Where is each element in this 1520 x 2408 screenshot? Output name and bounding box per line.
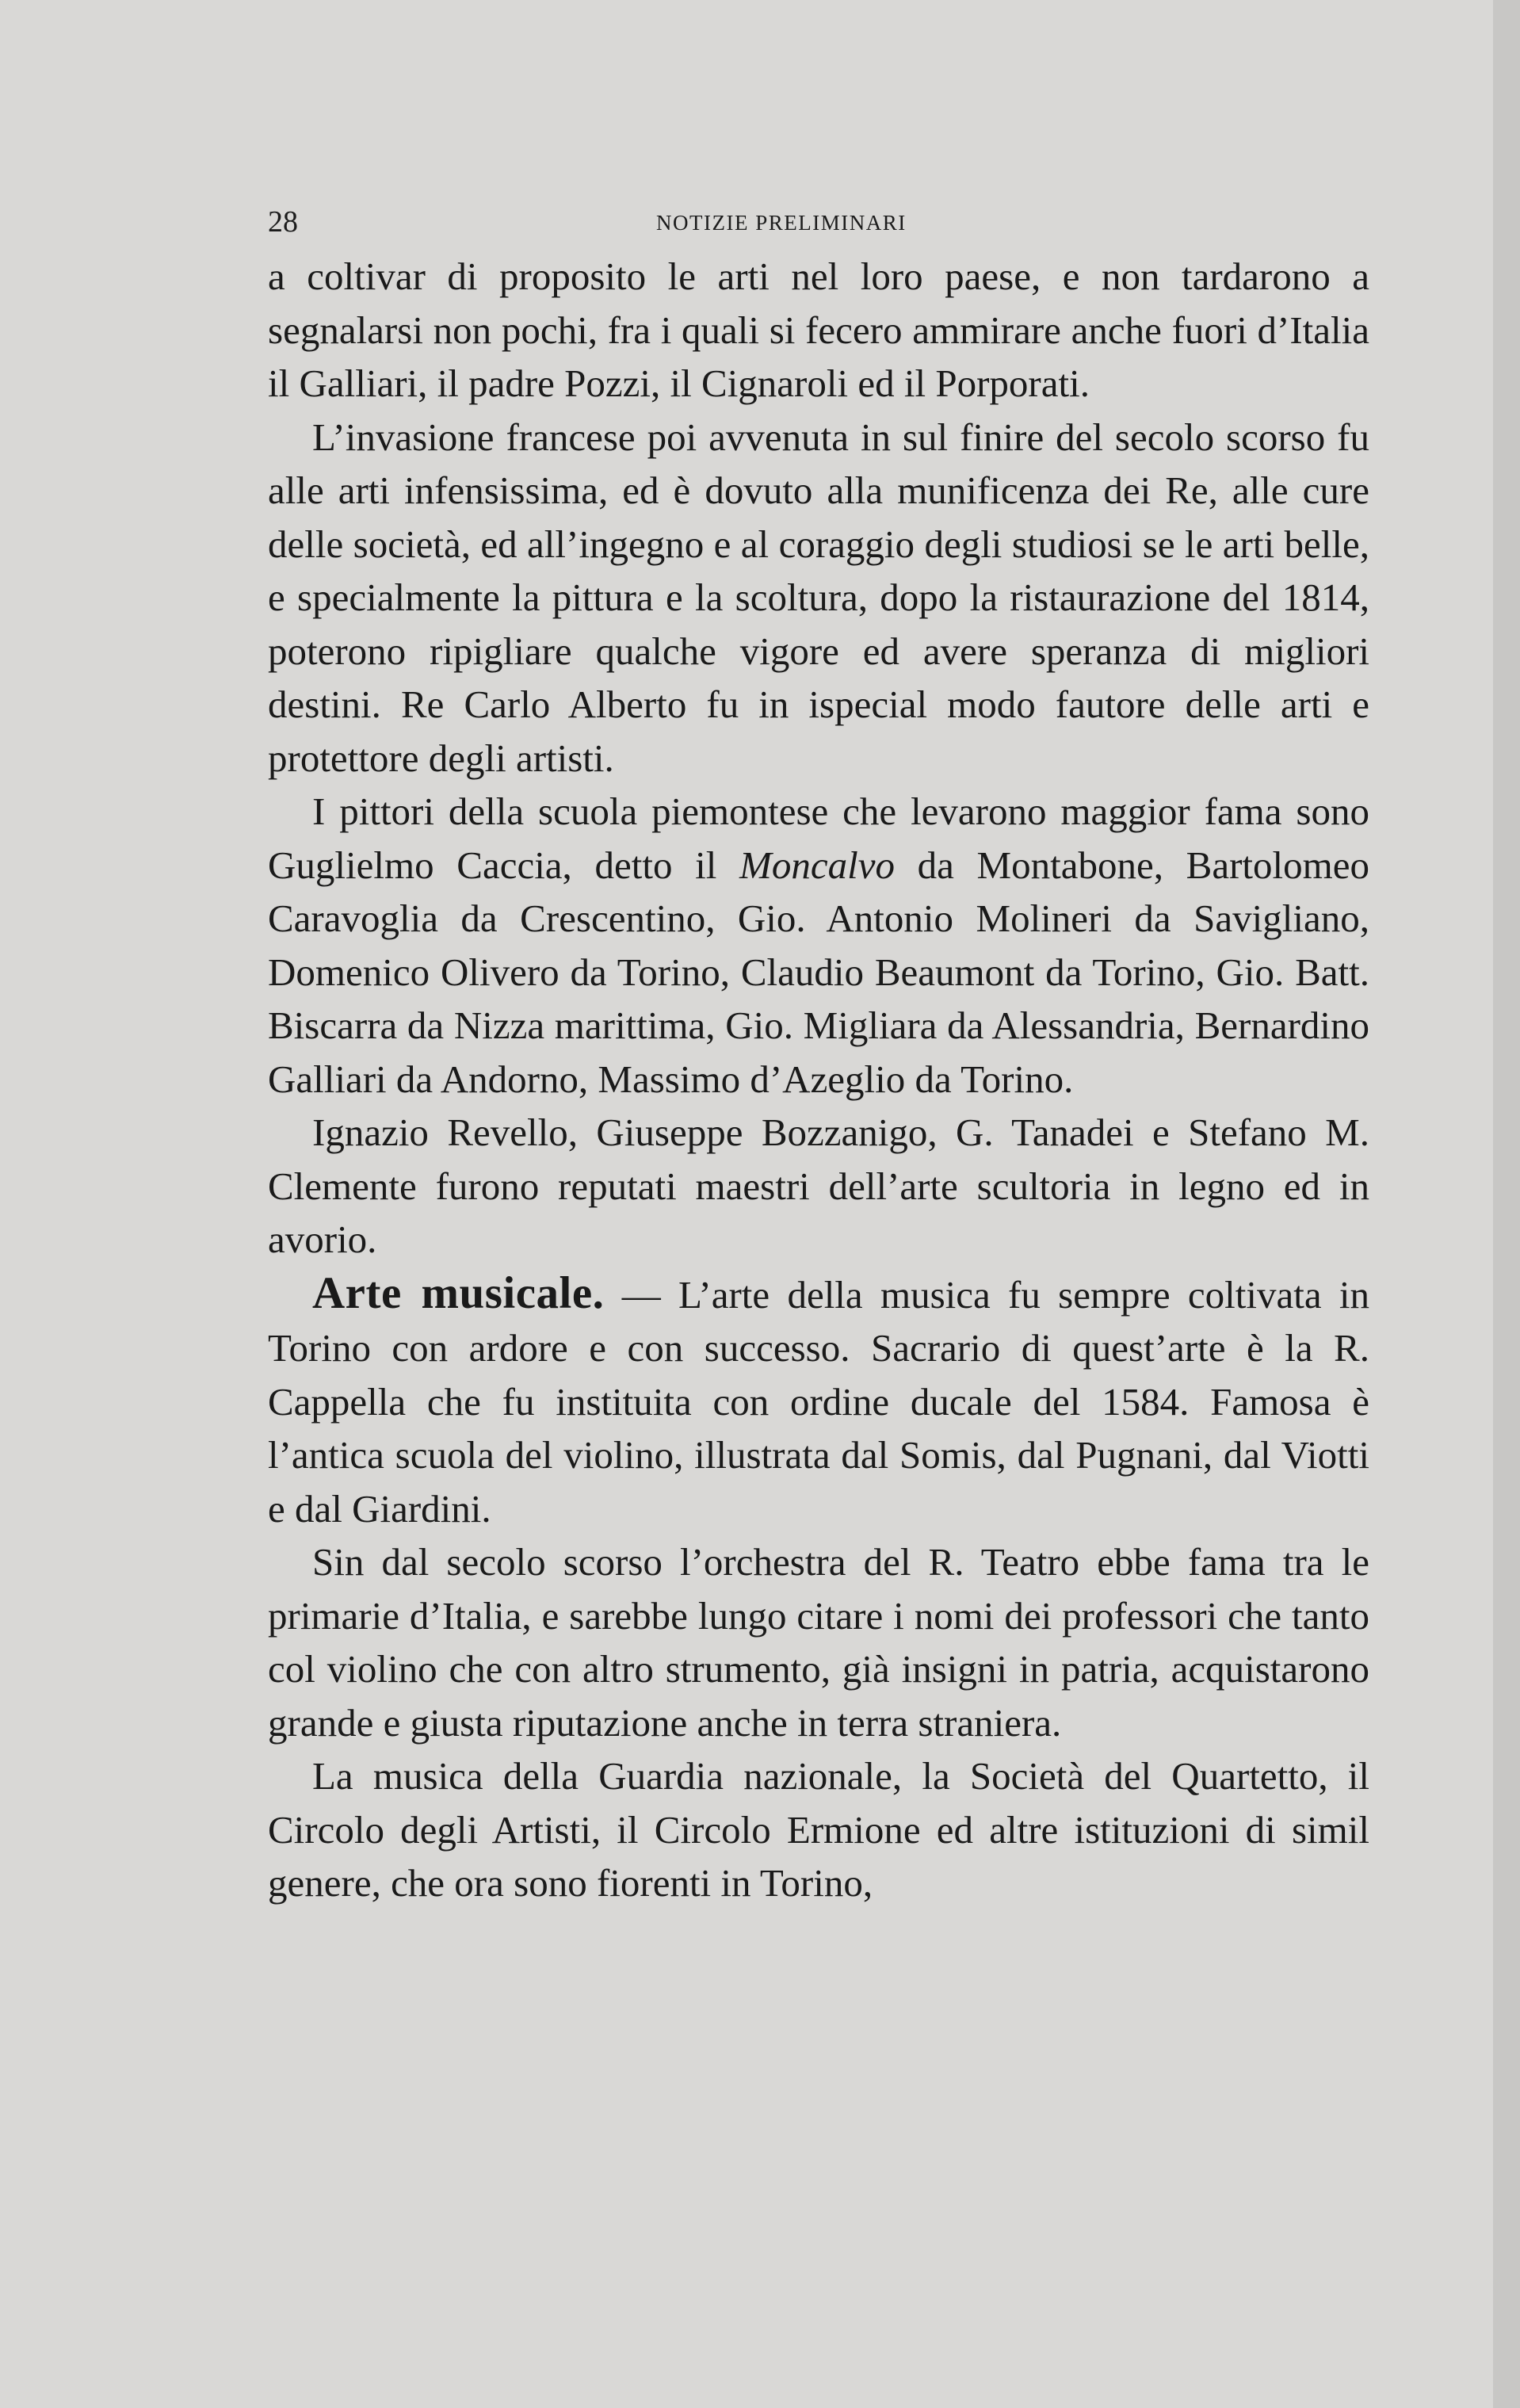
page-number: 28	[268, 205, 298, 239]
paragraph-text: — L’arte della musica fu sempre coltivata in Torino con ardore e con successo. Sacrario di quest’arte è la R. Cappella che fu instituita con ordine ducale del 1584. Famosa è l’antica scuola del violino, illustrata dal Somis, dal Pugnani, dal Viotti e dal Giardini.	[268, 1272, 1369, 1531]
page-edge	[1493, 0, 1520, 2408]
paragraph-sculptors: Ignazio Revello, Giuseppe Bozzanigo, G. Tanadei e Stefano M. Clemente furono reputati maestri dell’arte scultoria in legno ed in avorio.	[268, 1110, 1369, 1261]
body-text	[268, 250, 1369, 1910]
section-title: Arte musicale.	[312, 1267, 605, 1318]
italic-name: Moncalvo	[739, 843, 895, 887]
paragraph-continuation: a coltivar di proposito le arti nel loro paese, e non tardarono a segnalarsi non pochi, fra i quali si fecero ammirare anche fuori d’Italia il Galliari, il padre Pozzi, il Cignaroli ed il Porporati.	[268, 254, 1369, 405]
paragraph-text: I pittori della scuola piemontese che levarono maggior fama sono Guglielmo Caccia, detto il	[268, 789, 1369, 887]
paragraph-text: da Montabone, Bartolomeo Caravoglia da Crescentino, Gio. Antonio Molineri da Savigliano, Domenico Olivero da Torino, Claudio Beaumont da Torino, Gio. Batt. Biscarra da Nizza marittima, Gio. Migliara da Alessandria, Bernardino Galliari da Andorno, Massimo d’Azeglio da Torino.	[268, 843, 1369, 1101]
paragraph-piedmontese-painters	[268, 785, 1369, 1106]
paragraph-music-institutions: La musica della Guardia nazionale, la Società del Quartetto, il Circolo degli Artisti, il Circolo Ermione ed altre istituzioni di simil genere, che ora sono fiorenti in Torino,	[268, 1754, 1369, 1905]
paragraph-orchestra: Sin dal secolo scorso l’orchestra del R. Teatro ebbe fama tra le primarie d’Italia, e sarebbe lungo citare i nomi dei professori che tanto col violino che con altro strumento, già insigni in patria, acquistarono grande e giusta riputazione anche in terra straniera.	[268, 1540, 1369, 1745]
running-head: NOTIZIE PRELIMINARI	[656, 211, 907, 235]
page-header	[268, 204, 1369, 244]
paragraph-french-invasion: L’invasione francese poi avvenuta in sul finire del secolo scorso fu alle arti infensissima, ed è dovuto alla munificenza dei Re, alle cure delle società, ed all’ingegno e al coraggio degli studiosi se le arti belle, e specialmente la pittura e la scoltura, dopo la ristaurazione del 1814, poterono ripigliare qualche vigore ed avere speranza di migliori destini. Re Carlo Alberto fu in ispecial modo fautore delle arti e protettore degli artisti.	[268, 415, 1369, 780]
paragraph-musical-art	[268, 1267, 1369, 1536]
